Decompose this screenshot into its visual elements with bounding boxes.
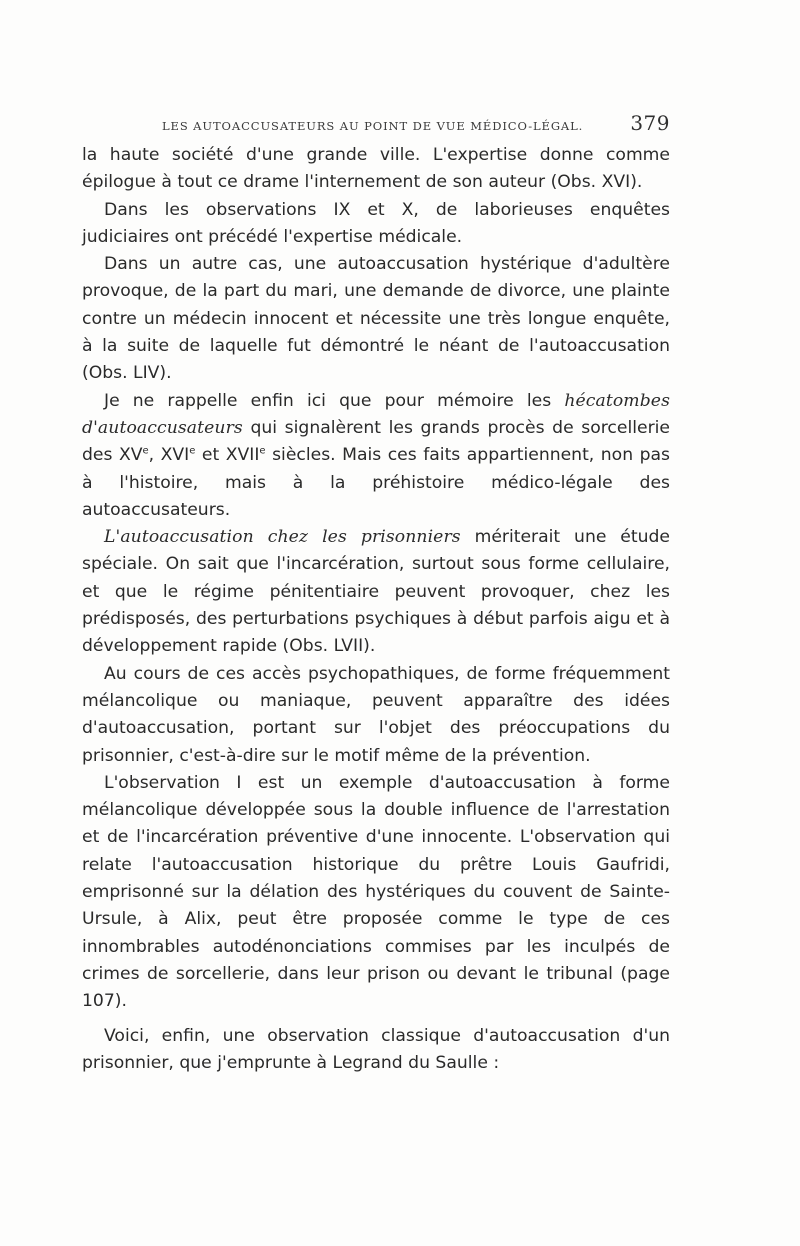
paragraph-5	[82, 524, 670, 660]
paragraph-5-text: mériterait une étude spéciale. On sait que l'incarcération, surtout sous forme cellulaire, et que le régime pénitentiaire peuvent provoquer, chez les prédisposés, des perturbations psychiques à début parfois aigu et à développement rapide (Obs. LVII).	[82, 527, 670, 657]
paragraph-6: Au cours de ces accès psychopathiques, de forme fréquemment mélancolique ou maniaque, peuvent apparaître des idées d'autoaccusation, portant sur l'objet des préoccupations du prisonnier, c'est-à-dire sur le motif même de la prévention.	[82, 663, 670, 766]
running-title: LES AUTOACCUSATEURS AU POINT DE VUE MÉDICO-LÉGAL.	[162, 119, 584, 133]
century-separator-1: ,	[148, 445, 161, 466]
century-xv-superscript: e	[142, 445, 149, 457]
paragraph-7: L'observation I est un exemple d'autoaccusation à forme mélancolique développée sous la double influence de l'arrestation et de l'incarcération préventive d'une innocente. L'observation qui relate l'autoaccusation historique du prêtre Louis Gaufridi, emprisonné sur la délation des hystériques du couvent de Sainte-Ursule, à Alix, peut être proposée comme le type de ces innombrables autodénonciations commises par les inculpés de crimes de sorcellerie, dans leur prison ou devant le tribunal (page 107).	[82, 772, 670, 1012]
paragraph-4-text-a: Je ne rappelle enfin ici que pour mémoire les	[104, 390, 565, 411]
paragraph-4	[82, 388, 670, 524]
century-xvi-superscript: e	[189, 445, 196, 457]
paragraph-1: la haute société d'une grande ville. L'expertise donne comme épilogue à tout ce drame l'internement de son auteur (Obs. XVI).	[82, 145, 670, 193]
paragraph-2: Dans les observations IX et X, de laborieuses enquêtes judiciaires ont précédé l'expertise médicale.	[82, 199, 670, 247]
paragraph-5-italic: L'autoaccusation chez les prisonniers	[104, 527, 461, 548]
century-xvii-superscript: e	[259, 445, 266, 457]
century-separator-2: et	[195, 445, 226, 466]
paragraph-4-text-c: siècles. Mais ces faits appartiennent, non pas à l'histoire, mais à la préhistoire médico-légale des autoaccusateurs.	[82, 445, 670, 520]
body-text	[82, 142, 670, 1077]
paragraph-4-text-b: qui signalèrent les grands procès de sorcellerie des	[82, 417, 671, 466]
century-xvi: XVI	[160, 445, 190, 466]
page-number: 379	[630, 111, 670, 135]
century-xv: XV	[118, 445, 143, 466]
paragraph-8: Voici, enfin, une observation classique d'autoaccusation d'un prisonnier, que j'emprunte à Legrand du Saulle :	[82, 1025, 670, 1073]
paragraph-3: Dans un autre cas, une autoaccusation hystérique d'adultère provoque, de la part du mari, une demande de divorce, une plainte contre un médecin innocent et nécessite une très longue enquête, à la suite de laquelle fut démontré le néant de l'autoaccusation (Obs. LIV).	[82, 254, 670, 384]
running-header	[82, 110, 670, 140]
century-xvii: XVII	[225, 445, 260, 466]
paragraph-4-italic: hécatombes d'autoaccusateurs	[82, 390, 670, 438]
